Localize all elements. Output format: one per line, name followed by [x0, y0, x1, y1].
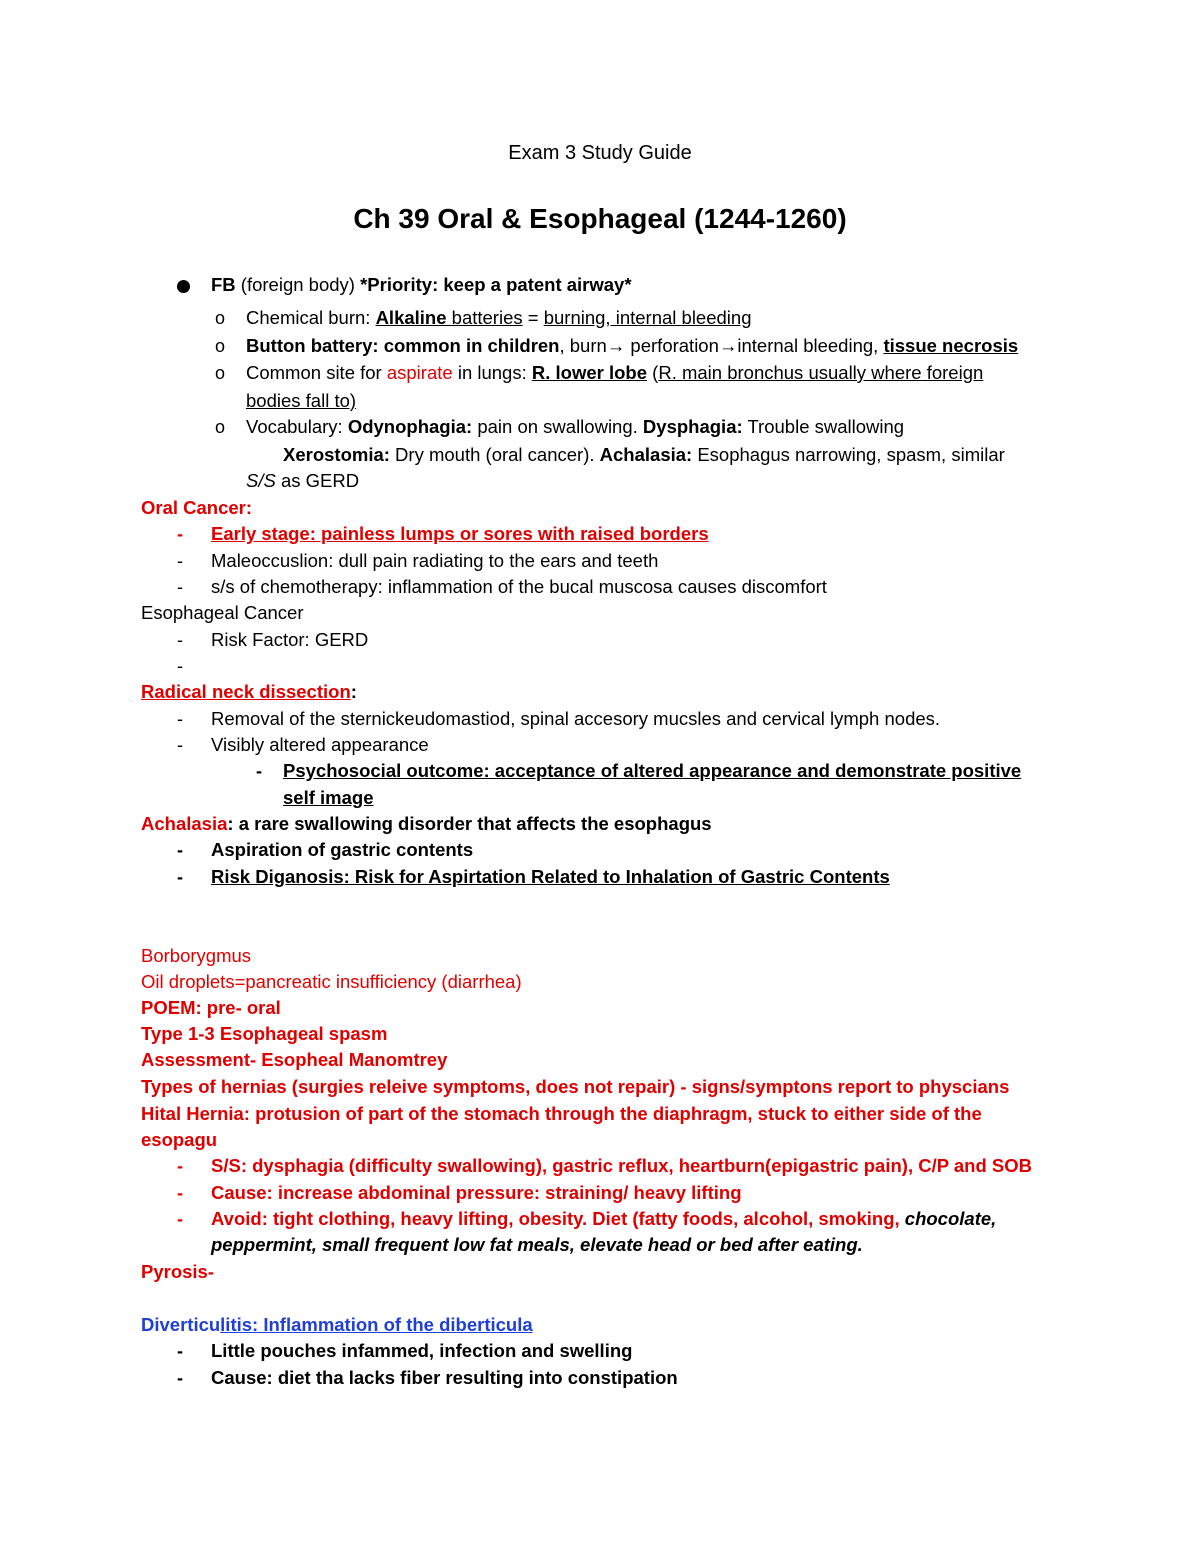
text-span: Xerostomia:: [283, 444, 390, 465]
sub-bullet-marker: o: [215, 363, 226, 383]
oral-cancer-item: Maleoccuslion: dull pain radiating to the ears and teeth: [211, 550, 659, 571]
dash-marker: -: [177, 656, 183, 676]
fb-desc: (foreign body): [235, 274, 361, 295]
text-span: tissue necrosis: [883, 335, 1019, 356]
text-span: aspirate: [386, 362, 453, 383]
text-span: Achalasia: [141, 813, 228, 834]
text-span: in lungs:: [452, 362, 532, 383]
text-span: perforation: [625, 335, 719, 356]
arrow-icon: →: [606, 335, 626, 356]
dash-marker: -: [177, 709, 183, 729]
text-span: :: [350, 681, 357, 702]
dash-marker: -: [177, 551, 183, 571]
arrow-icon: →: [718, 335, 738, 356]
dash-marker: -: [177, 1209, 183, 1229]
dash-marker: -: [177, 1341, 183, 1361]
pyrosis-line: Pyrosis-: [141, 1261, 215, 1282]
vocabulary-line-cont: [283, 443, 1005, 467]
diverticulitis-item: Cause: diet tha lacks fiber resulting into constipation: [211, 1367, 678, 1388]
text-span: burning, internal bleeding: [543, 307, 752, 328]
text-span: Avoid: tight clothing, heavy lifting, obesity. Diet (fatty foods, alcohol, smoking,: [211, 1208, 905, 1229]
button-battery-line: [246, 334, 1018, 358]
text-span: Dysphagia:: [642, 416, 743, 437]
aspirate-site-line-cont: bodies fall to): [246, 390, 357, 411]
text-span: R. lower lobe: [531, 362, 648, 383]
text-span: Vocabulary:: [246, 416, 348, 437]
text-span: Radical neck dissection: [141, 681, 351, 702]
text-span: Button battery: common in children: [246, 335, 560, 356]
fb-priority: *Priority: keep a patent airway*: [360, 274, 632, 295]
chemical-burn-line: [246, 306, 751, 330]
hernia-cause-item: Cause: increase abdominal pressure: straining/ heavy lifting: [211, 1182, 742, 1203]
aspirate-site-line: [246, 361, 983, 385]
oral-cancer-heading: Oral Cancer:: [141, 497, 253, 518]
bullet-icon: [177, 280, 190, 293]
dash-marker: -: [177, 524, 183, 544]
text-span: pain on swallowing.: [472, 416, 643, 437]
sub-bullet-marker: o: [215, 308, 226, 328]
text-span: litis: Inflammation of the diberticula: [220, 1314, 533, 1335]
achalasia-heading: [141, 812, 712, 836]
hernia-avoid-item: [211, 1207, 996, 1231]
dash-marker: -: [177, 840, 183, 860]
esophageal-cancer-item: Risk Factor: GERD: [211, 629, 369, 650]
fb-term: FB: [211, 274, 236, 295]
text-span: Alkaline: [375, 307, 447, 328]
document-title: Exam 3 Study Guide: [508, 142, 692, 164]
sub-bullet-marker: o: [215, 336, 226, 356]
neck-dissection-heading: [141, 680, 357, 704]
fb-line: [211, 273, 632, 297]
hernias-line: Types of hernias (surgies releive symptoms, does not repair) - signs/symptons report to physcians: [141, 1076, 1010, 1097]
neck-dissection-item: Visibly altered appearance: [211, 734, 429, 755]
psychosocial-outcome: Psychosocial outcome: acceptance of altered appearance and demonstrate positive: [283, 760, 1022, 781]
dash-marker: -: [177, 630, 183, 650]
text-span: =: [522, 307, 544, 328]
borborygmus-line: Borborygmus: [141, 945, 252, 966]
neck-dissection-item: Removal of the sternickeudomastiod, spinal accesory mucsles and cervical lymph nodes.: [211, 708, 941, 729]
dash-marker: -: [177, 577, 183, 597]
dash-marker: -: [177, 867, 183, 887]
text-span: S/S: [246, 470, 276, 491]
hernia-ss-item: S/S: dysphagia (difficulty swallowing), gastric reflux, heartburn(epigastric pain), C/P and SOB: [211, 1155, 1032, 1176]
text-span: as GERD: [275, 470, 360, 491]
text-span: , burn: [559, 335, 607, 356]
achalasia-item: Risk Diganosis: Risk for Aspirtation Related to Inhalation of Gastric Contents: [211, 866, 890, 887]
text-span: R. main bronchus usually where foreign: [658, 362, 984, 383]
text-span: Odynophagia:: [347, 416, 473, 437]
text-span: batteries: [446, 307, 523, 328]
text-span: (: [647, 362, 659, 383]
oil-droplets-line: Oil droplets=pancreatic insufficiency (diarrhea): [141, 971, 522, 992]
hiatal-hernia-line: Hital Hernia: protusion of part of the stomach through the diaphragm, stuck to either side of the: [141, 1103, 982, 1124]
text-span: Achalasia:: [599, 444, 693, 465]
text-span: Chemical burn:: [246, 307, 376, 328]
text-span: internal bleeding,: [737, 335, 884, 356]
vocabulary-line-end: [246, 469, 359, 493]
diverticulitis-heading: [141, 1313, 533, 1337]
hernia-avoid-item-cont: peppermint, small frequent low fat meals, elevate head or bed after eating.: [211, 1234, 863, 1255]
assessment-line: Assessment- Esopheal Manomtrey: [141, 1049, 448, 1070]
esophageal-cancer-heading: Esophageal Cancer: [141, 602, 304, 623]
text-span: Trouble swallowing: [742, 416, 905, 437]
dash-marker: -: [256, 761, 262, 781]
esophageal-spasm-line: Type 1-3 Esophageal spasm: [141, 1023, 388, 1044]
text-span: Diverticu: [141, 1314, 221, 1335]
vocabulary-line: [246, 415, 904, 439]
diverticulitis-item: Little pouches infammed, infection and swelling: [211, 1340, 633, 1361]
oral-cancer-item: s/s of chemotherapy: inflammation of the bucal muscosa causes discomfort: [211, 576, 827, 597]
psychosocial-outcome-cont: self image: [283, 787, 374, 808]
text-span: Common site for: [246, 362, 387, 383]
chapter-heading: Ch 39 Oral & Esophageal (1244-1260): [353, 203, 847, 234]
dash-marker: -: [177, 1156, 183, 1176]
dash-marker: -: [177, 1368, 183, 1388]
text-span: : a rare swallowing disorder that affects the esophagus: [227, 813, 712, 834]
text-span: chocolate,: [904, 1208, 997, 1229]
text-span: Esophagus narrowing, spasm, similar: [692, 444, 1005, 465]
dash-marker: -: [177, 735, 183, 755]
oral-cancer-item: Early stage: painless lumps or sores with raised borders: [211, 523, 709, 544]
dash-marker: -: [177, 1183, 183, 1203]
hiatal-hernia-line-cont: esopagu: [141, 1129, 218, 1150]
achalasia-item: Aspiration of gastric contents: [211, 839, 474, 860]
sub-bullet-marker: o: [215, 417, 226, 437]
poem-line: POEM: pre- oral: [141, 997, 281, 1018]
text-span: Dry mouth (oral cancer).: [389, 444, 600, 465]
